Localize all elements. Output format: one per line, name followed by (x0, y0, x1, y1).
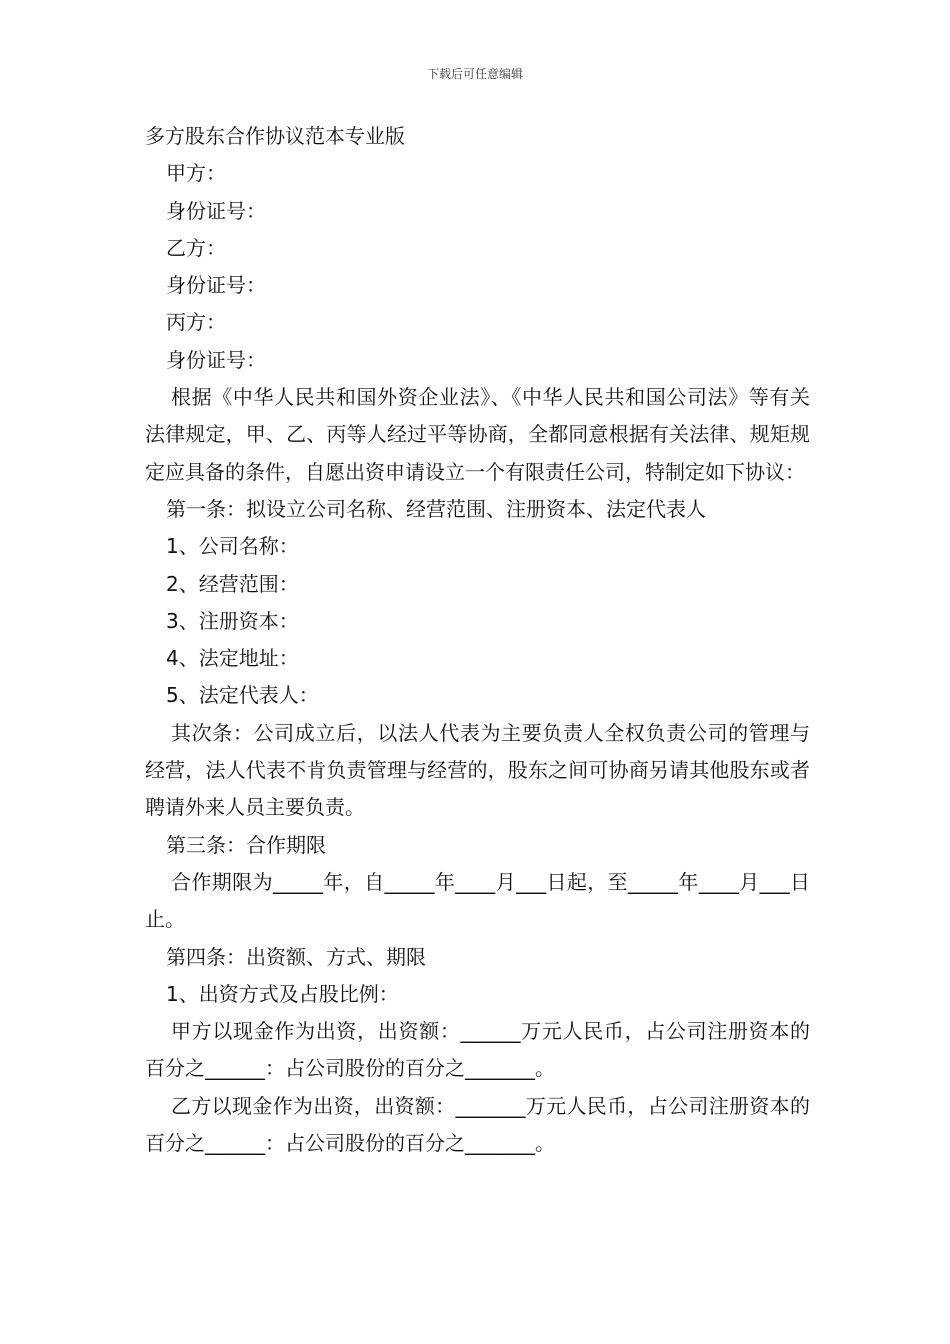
article-4-title: 第四条：出资额、方式、期限 (166, 944, 426, 969)
party-b-label: 乙方： (166, 235, 226, 260)
article-1-item: 1、公司名称： (166, 534, 299, 559)
article-3-paragraph: 合作期限为_____年，自_____年____月___日起，至_____年____月___日止。 (145, 869, 810, 932)
party-a-label: 甲方： (166, 161, 226, 186)
article-4-party-b-paragraph: 乙方以现金作为出资，出资额：_______万元人民币，占公司注册资本的百分之______：占公司股份的百分之_______。 (145, 1093, 810, 1156)
header-note: 下载后可任意编辑 (426, 67, 523, 81)
party-c-label: 丙方： (166, 310, 226, 335)
preamble-paragraph: 根据《中华人民共和国外资企业法》、《中华人民共和国公司法》等有关法律规定，甲、乙、丙等人经过平等协商，全都同意根据有关法律、规矩规定应具备的条件，自愿出资申请设立一个有限责任公司，特制定如下协议： (145, 385, 810, 484)
article-3-title: 第三条：合作期限 (166, 832, 326, 857)
article-1-title: 第一条：拟设立公司名称、经营范围、注册资本、法定代表人 (166, 496, 706, 521)
document-body (145, 118, 810, 1162)
article-1-item: 4、法定地址： (166, 646, 299, 671)
article-4-party-a-paragraph: 甲方以现金作为出资，出资额：______万元人民币，占公司注册资本的百分之______：占公司股份的百分之_______。 (145, 1019, 810, 1081)
article-1-item: 3、注册资本： (166, 608, 299, 633)
document-title: 多方股东合作协议范本专业版 (145, 124, 405, 148)
party-a-id-label: 身份证号： (166, 198, 266, 223)
article-2-paragraph: 其次条：公司成立后，以法人代表为主要负责人全权负责公司的管理与经营，法人代表不肯负责管理与经营的，股东之间可协商另请其他股东或者聘请外来人员主要负责。 (145, 720, 810, 820)
article-1-item: 2、经营范围： (166, 571, 299, 596)
party-c-id-label: 身份证号： (166, 347, 266, 372)
party-b-id-label: 身份证号： (166, 273, 266, 298)
article-4-item-1: 1、出资方式及占股比例： (166, 981, 399, 1006)
article-1-item: 5、法定代表人： (166, 683, 319, 708)
